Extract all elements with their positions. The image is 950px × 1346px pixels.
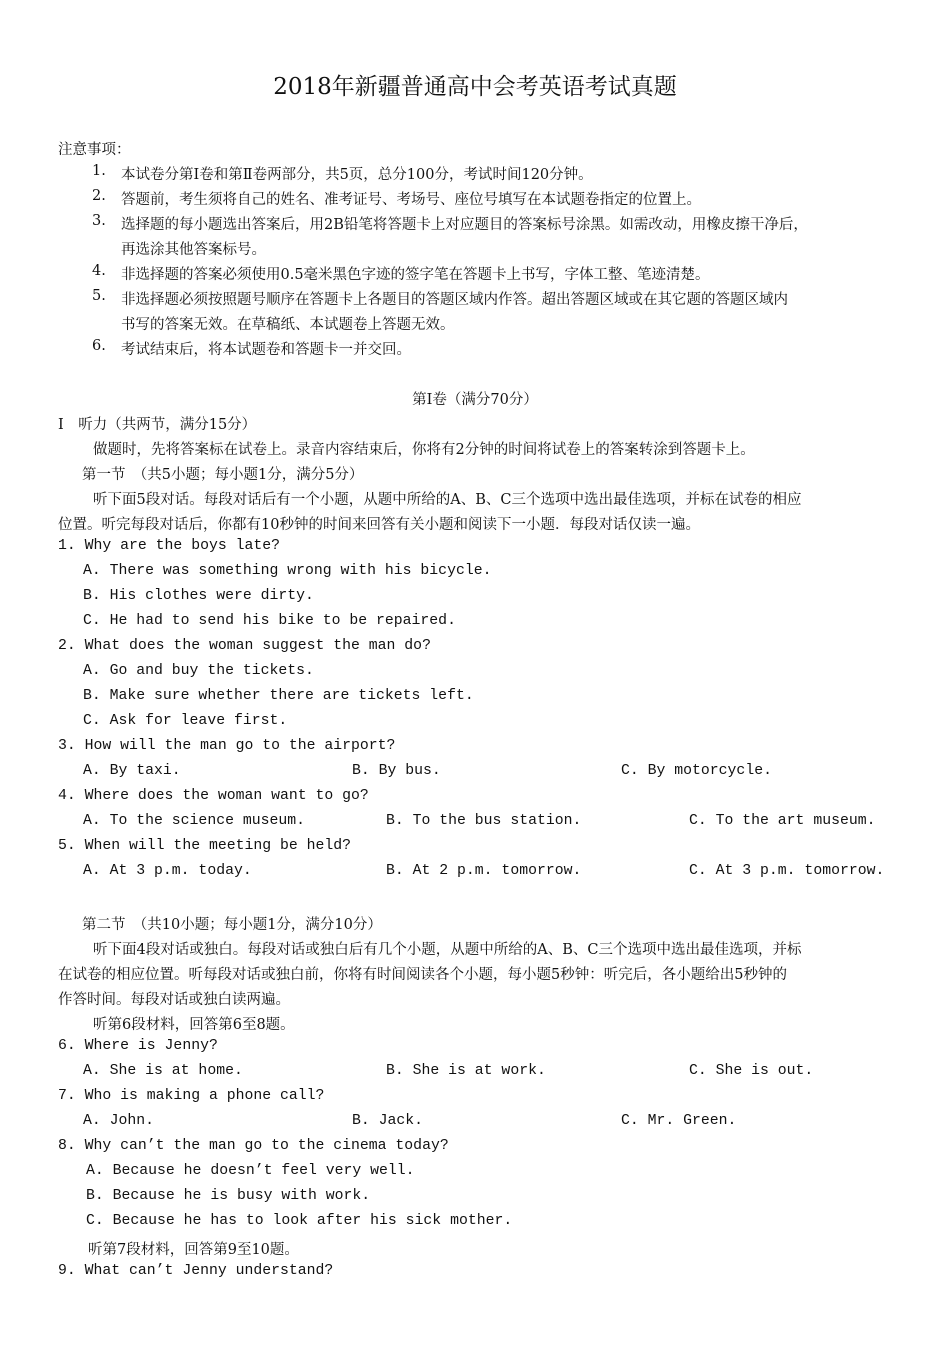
part1-heading: 第Ⅰ卷（满分70分） [412,392,538,408]
notice-item-text: 本试卷分第Ⅰ卷和第Ⅱ卷两部分，共5页，总分100分，考试时间120分钟。 [121,167,593,183]
notice-item-number: 5. [92,288,106,304]
answer-option: A. John. [83,1113,155,1129]
question-stem: 3. How will the man go to the airport? [58,738,396,754]
answer-option: A. At 3 p.m. today. [83,863,252,879]
question-stem: 6. Where is Jenny? [58,1038,218,1054]
answer-option: A. There was something wrong with his bicycle. [83,563,492,579]
section1-intro: 听下面5段对话。每段对话后有一个小题，从题中所给的A、B、C三个选项中选出最佳选项，并标在试卷的相应 [93,492,802,508]
notice-item-text: 选择题的每小题选出答案后，用2B铅笔将答题卡上对应题目的答案标号涂黑。如需改动，用橡皮擦干净后， [121,217,808,233]
listening-heading: Ⅰ 听力（共两节，满分15分） [58,417,257,433]
page-title: 2018年新疆普通高中会考英语考试真题 [273,74,677,100]
answer-option: C. Because he has to look after his sick mother. [86,1213,513,1229]
answer-option: C. Mr. Green. [621,1113,737,1129]
notice-item-text: 非选择题必须按照题号顺序在答题卡上各题目的答题区域内作答。超出答题区域或在其它题的答题区域内 [121,292,788,308]
question-stem: 4. Where does the woman want to go? [58,788,369,804]
answer-option: C. At 3 p.m. tomorrow. [689,863,885,879]
section1-heading: 第一节 （共5小题；每小题1分，满分5分） [82,467,364,483]
notice-item-text: 非选择题的答案必须使用0.5毫米黑色字迹的签字笔在答题卡上书写，字体工整、笔迹清楚。 [121,267,710,283]
notice-item-text: 考试结束后，将本试题卷和答题卡一并交回。 [121,342,411,358]
answer-option: A. To the science museum. [83,813,305,829]
answer-option: A. By taxi. [83,763,181,779]
answer-option: C. She is out. [689,1063,814,1079]
section2-heading: 第二节 （共10小题；每小题1分，满分10分） [82,917,382,933]
answer-option: A. Because he doesn’t feel very well. [86,1163,415,1179]
notice-item-continuation: 再选涂其他答案标号。 [121,242,266,258]
notice-item-continuation: 书写的答案无效。在草稿纸、本试题卷上答题无效。 [121,317,455,333]
section2-intro: 作答时间。每段对话或独白读两遍。 [58,992,290,1008]
answer-option: B. His clothes were dirty. [83,588,314,604]
answer-option: B. By bus. [352,763,441,779]
answer-option: A. She is at home. [83,1063,243,1079]
section2-intro: 听下面4段对话或独白。每段对话或独白后有几个小题，从题中所给的A、B、C三个选项中选出最佳选项，并标 [93,942,802,958]
question-stem: 7. Who is making a phone call? [58,1088,325,1104]
question-stem: 9. What can’t Jenny understand? [58,1263,334,1279]
notice-item-number: 1. [92,163,106,179]
question-stem: 5. When will the meeting be held? [58,838,352,854]
section2-intro: 在试卷的相应位置。听每段对话或独白前，你将有时间阅读各个小题，每小题5秒钟：听完后，各小题给出5秒钟的 [58,967,787,983]
answer-option: C. To the art museum. [689,813,876,829]
answer-option: B. Make sure whether there are tickets left. [83,688,474,704]
section1-intro: 位置。听完每段对话后，你都有10秒钟的时间来回答有关小题和阅读下一小题．每段对话仅读一遍。 [58,517,700,533]
question-stem: 8. Why can’t the man go to the cinema today? [58,1138,449,1154]
answer-option: B. Because he is busy with work. [86,1188,371,1204]
material-instruction: 听第6段材料，回答第6至8题。 [93,1017,295,1033]
question-stem: 1. Why are the boys late? [58,538,280,554]
answer-option: A. Go and buy the tickets. [83,663,314,679]
answer-option: B. Jack. [352,1113,424,1129]
notice-item-number: 6. [92,338,106,354]
answer-option: B. She is at work. [386,1063,546,1079]
material-instruction: 听第7段材料，回答第9至10题。 [88,1242,299,1258]
notice-heading: 注意事项： [58,142,131,158]
notice-item-number: 2. [92,188,106,204]
answer-option: C. By motorcycle. [621,763,772,779]
notice-item-number: 3. [92,213,106,229]
listening-intro: 做题时，先将答案标在试卷上。录音内容结束后，你将有2分钟的时间将试卷上的答案转涂到答题卡上。 [93,442,755,458]
answer-option: C. He had to send his bike to be repaired. [83,613,456,629]
notice-item-number: 4. [92,263,106,279]
notice-item-text: 答题前，考生须将自己的姓名、准考证号、考场号、座位号填写在本试题卷指定的位置上。 [121,192,701,208]
answer-option: B. To the bus station. [386,813,582,829]
answer-option: B. At 2 p.m. tomorrow. [386,863,582,879]
answer-option: C. Ask for leave first. [83,713,288,729]
question-stem: 2. What does the woman suggest the man do? [58,638,431,654]
